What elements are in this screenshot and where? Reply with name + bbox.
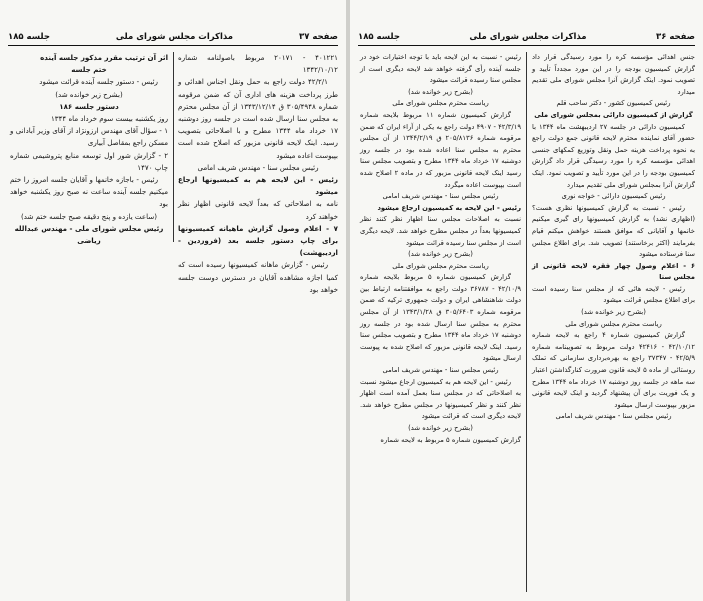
section-heading: ریاست محترم مجلس شورای ملی xyxy=(565,319,662,328)
signature: رئیس مجلس سنا - مهندس شریف امامی xyxy=(382,192,499,201)
paragraph: نسبت به اصلاحات مجلس سنا اظهار نظر کنند نظر کمیسیونها بعداً در مجلس مطرح خواهد شد. لایحه دیگری است از مجلس سنا رسیده قرائت میشود xyxy=(360,215,521,247)
signature: رئیس مجلس سنا - مهندس شریف امامی xyxy=(197,162,319,172)
paragraph: رئیس - این لایحه هم به کمیسیونها ارجاع میشود xyxy=(178,175,338,197)
left-page-left-column xyxy=(10,52,168,247)
paragraph: ۴۰۱۲۲۱ - ۲۰۱۷۱ مربوط باصولنامه شماره ۱۳۴۲/۱۰/۱۲ xyxy=(178,53,338,75)
left-page xyxy=(0,0,346,601)
paragraph: رئیس - گزارش ماهانه کمیسیونها رسیده است که کمیا اجازه مشاهده آقایان در دسترس دوست جلسه خواهد بود xyxy=(178,260,338,294)
section-heading: دستور جلسه ۱۸۶ xyxy=(59,101,119,111)
section-heading: ریاست محترم مجلس شورای ملی xyxy=(392,99,489,108)
left-page-number: صفحه ۳۷ xyxy=(299,32,338,42)
left-header-rule xyxy=(8,45,338,46)
paragraph: گزارش کمیسیون شماره ۵ مربوط به لایحه شماره xyxy=(380,435,521,444)
right-column-divider xyxy=(526,52,527,592)
paragraph: (بشرح زیر خوانده شد) xyxy=(55,89,123,99)
signature: رئیس مجلس شورای ملی - مهندس عبدالله ریاضی xyxy=(14,223,164,246)
paragraph: رئیس - باجازه خانمها و آقایان جلسه امروز را ختم میکنیم جلسه آینده ساعت نه صبح روز یکشنبه خواهد بود xyxy=(10,175,168,209)
right-page-left-column xyxy=(360,52,521,446)
section-heading: گزارش از کمیسیون دارائی بمجلس شورای ملی xyxy=(534,110,693,119)
left-page-title: مذاکرات مجلس شورای ملی xyxy=(115,32,234,42)
left-column-divider xyxy=(173,52,174,242)
right-page-right-column xyxy=(532,52,695,423)
right-page-session: جلسه ۱۸۵ xyxy=(358,32,400,42)
signature: رئیس مجلس سنا - مهندس شریف امامی xyxy=(555,412,672,421)
paragraph: رئیس - لایحه هائی که از مجلس سنا رسیده است برای اطلاع مجلس قرائت میشود xyxy=(532,284,695,305)
paragraph: (بشرح زیر خوانده شد) xyxy=(408,250,473,259)
section-heading: ۶ - اعلام وصول چهار فقره لایحه قانونی از مجلس سنا xyxy=(532,261,695,282)
section-heading: ریاست محترم مجلس شورای ملی xyxy=(392,261,489,270)
left-page-right-column xyxy=(178,52,338,296)
paragraph: (بشرح زیر خوانده شد) xyxy=(581,308,646,317)
signature: رئیس کمیسیون کشور - دکتر ساحب قلم xyxy=(556,99,671,108)
paragraph: گزارش کمیسیون شماره ۱۱ مربوط بلایحه شماره ۴۲/۳/۱۹ - ۴۹۰۷ دولت راجع به یکی از آراء ایران که ضمن مرقومه شماره ۲۰۵/۸۱۳۶ ق ۱۳۴۴/۲/۱۹ از آن مجلس محترم به مجلس سنا اعاده شده بود در جلسه روز دوشنبه ۱۷ خرداد ماه ۱۳۴۴ مطرح و بتصویب مجلس سنا رسید اینک لایحه قانونی مزبور که در ماده ۲ اصلاح شده است بپیوست اعاده میگردد xyxy=(360,110,521,189)
right-header-rule xyxy=(358,45,695,46)
paragraph: گزارش کمیسیون شماره ۵ مربوط بلایحه شماره ۴۲/۱۰/۹ - ۳۶۷۸۷ دولت راجع به موافقتنامه ارتباط بین دولت شاهنشاهی ایران و دولت جمهوری ترکیه که ضمن مرقومه شماره ۳۰۵/۶۴۰۳ ق ۱۳۴۳/۱/۲۸ از آن مجلس محترم به مجلس سنا ارسال شده بود در جلسه روز دوشنبه ۱۷ خرداد ماه ۱۳۴۴ مطرح و بتصویب مجلس سنا رسید. اینک لایحه قانونی مزبور که اصلاح شده به پیوست ارسال میشود xyxy=(360,273,521,363)
paragraph: (ساعت یازده و پنج دقیقه صبح جلسه ختم شد) xyxy=(20,211,158,221)
paragraph: (بشرح زیر خوانده شد) xyxy=(408,424,473,432)
paragraph: رئیس - نسبت به گزارش کمیسیونها نظری هست؟ (اظهاری نشد) به گزارش کمیسیونها رای گیری میکنیم خانمها و آقایانی که موافق هستند خواهش میکنم قیام بفرمایند (اکثر برخاستند) تصویب شد. برای اطلاع مجلس سنا فرستاده میشود xyxy=(532,203,695,259)
left-page-session: جلسه ۱۸۵ xyxy=(8,32,50,42)
paragraph: روز یکشنبه بیست سوم خرداد ماه ۱۳۴۴ xyxy=(50,114,168,124)
paragraph: رئیس - این لایحه به کمیسیون ارجاع میشود xyxy=(377,203,521,212)
paragraph: گزارش کمیسیون شماره ۴ راجع به لایحه شماره ۴۲/۱۰/۱۲ - ۴۲۴۱۶ دولت مربوط به تصویبنامه شماره ۴۲/۵/۹ - ۳۷۳۴۷ راجع به بهره‌برداری سازمانی که تملک روستائی از ماده ۵ لایحه قانون ضرورت کنارگذاشتن اعتبار سه ماهه در جلسه روز دوشنبه ۱۷ خرداد ماه ۱۳۴۴ مطرح و یک فوریت برای آن پیشنهاد گردید و اینک لایحه قانونی مزبور بپیوست ارسال میشود xyxy=(532,331,696,409)
paragraph: ۴۲/۲/۱ دولت راجع به حمل ونقل اجناس اهدائی و طرز پرداخت هزینه های اداری آن که ضمن مرقومه شماره ۳۰۵/۴۹۴۸ ق ۱۳۴۳/۱۲/۱۴ از آن مجلس محترم به مجلس سنا ارسال شده است در جلسه روز دوشنبه ۱۷ خرداد ماه ۱۳۴۴ مطرح و با اصلاحاتی بتصویب رسید. اینک لایحه قانونی مزبور که اصلاح شده است بپیوست اعاده میشود xyxy=(178,77,339,160)
paragraph: (بشرح زیر خوانده شد) xyxy=(408,87,473,96)
paragraph: رئیس - نسبت به این لایحه باید با توجه اختیارات خود در جلسه آینده رأی گرفته خواهد شد لایحه دیگری است از مجلس سنا رسیده قرائت میشود xyxy=(360,53,521,85)
list-item: ۱ - سؤال آقای مهندس ارزونژاد از آقای وزیر آبادانی و مسکن راجع بمقاصل آبیاری xyxy=(10,126,168,148)
paragraph: نامه به اصلاحاتی که بعداً لایحه قانونی اظهار نظر خواهند کرد xyxy=(178,199,338,221)
paragraph: اثر آن ترتیب مقرر مذکور جلسه آینده xyxy=(40,53,168,62)
paragraph: رئیس - دستور جلسه آینده قرائت میشود xyxy=(39,77,158,87)
left-page-header xyxy=(8,30,338,44)
section-heading: ۷ - اعلام وصول گزارش ماهیانه کمیسیونها برای چاپ دستور جلسه بعد (فروردین - اردیبهشت) xyxy=(178,223,338,258)
signature: رئیس مجلس سنا - مهندس شریف امامی xyxy=(382,366,499,375)
list-item: ۲ - گزارش شور اول توسعه منابع پتروشیمی شماره چاپ ۱۴۷۰ xyxy=(10,150,168,172)
right-page xyxy=(350,0,703,601)
paragraph: جنس اهدائی مؤسسه کره را مورد رسیدگی قرار داد گزارش کمیسیون بودجه را در این مورد مجدداً تأیید و تصویب نمود. اینک گزارش آنرا مجلس شورای ملی تقدیم میدارد xyxy=(532,53,695,96)
paragraph: رئیس - این لایحه هم به کمیسیون ارجاع میشود نسبت به اصلاحاتی که در مجلس سنا بعمل آمده است اظهار نظر کنند و نظر کمیسیونها در مجلس مطرح خواهد شد. لایحه دیگری است که قرائت میشود xyxy=(360,377,521,421)
right-page-header xyxy=(358,30,695,44)
section-heading: ختم جلسه xyxy=(71,65,107,75)
paragraph: کمیسیون دارائی در جلسه ۲۷ اردیبهشت ماه ۱۳۴۴ با حضور آقای نماینده محترم لایحه قانونی جمع دولت راجع به نحوه پرداخت هزینه حمل ونقل وتوزیع کمکهای جنسی اهدائی مؤسسه کره را مورد رسیدگی قرار داد گزارش کمیسیون بودجه را در این مورد تأیید و تصویب نمود. اینک گزارش آنرا بمجلس شورای ملی تقدیم میدارد xyxy=(532,122,695,189)
right-page-number: صفحه ۳۶ xyxy=(656,32,695,42)
right-page-title: مذاکرات مجلس شورای ملی xyxy=(469,32,587,42)
signature: رئیس کمیسیون دارائی - خواجه نوری xyxy=(561,192,666,201)
